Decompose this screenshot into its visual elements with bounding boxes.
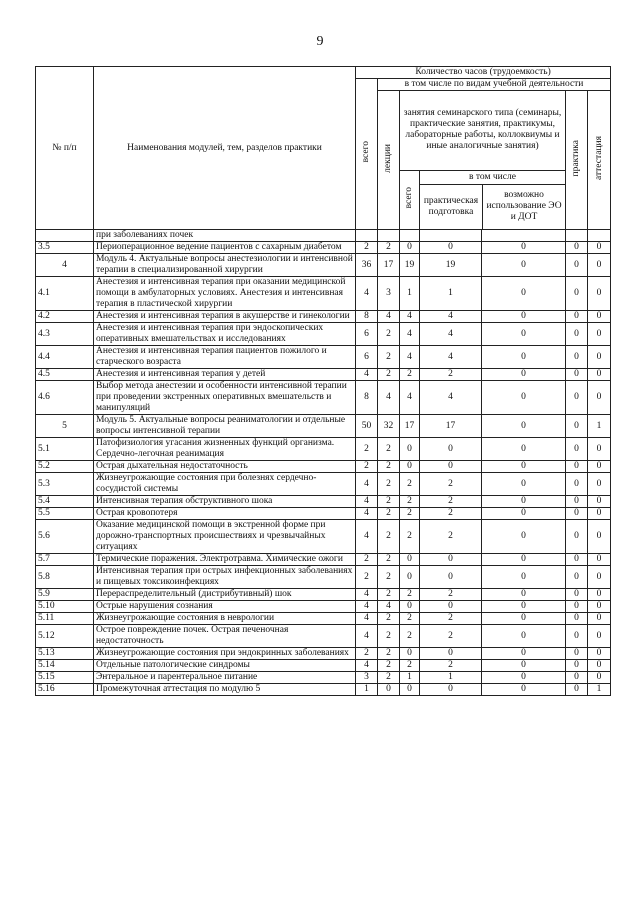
cell-num: 5.13 xyxy=(36,648,94,660)
cell-prac: 4 xyxy=(420,323,482,346)
table-row xyxy=(36,601,611,613)
cell-name: Энтеральное и парентеральное питание xyxy=(94,672,356,684)
cell-name: при заболеваниях почек xyxy=(94,230,356,242)
cell-name: Анестезия и интенсивная терапия у детей xyxy=(94,369,356,381)
cell-sem: 2 xyxy=(400,508,420,520)
cell-prac: 4 xyxy=(420,381,482,415)
cell-pr: 0 xyxy=(566,508,588,520)
cell-prac: 2 xyxy=(420,473,482,496)
cell-name: Анестезия и интенсивная терапия в акушерстве и гинекологии xyxy=(94,311,356,323)
cell-prac: 2 xyxy=(420,660,482,672)
cell-num: 3.5 xyxy=(36,242,94,254)
cell-prac: 0 xyxy=(420,566,482,589)
cell-total: 3 xyxy=(356,672,378,684)
cell-total: 4 xyxy=(356,369,378,381)
cell-eo: 0 xyxy=(482,311,566,323)
cell-num: 5.16 xyxy=(36,684,94,696)
table-row xyxy=(36,311,611,323)
cell-eo: 0 xyxy=(482,323,566,346)
cell-num: 5.7 xyxy=(36,554,94,566)
table-row xyxy=(36,254,611,277)
cell-prac: 0 xyxy=(420,648,482,660)
cell-pr: 0 xyxy=(566,613,588,625)
cell-pr: 0 xyxy=(566,672,588,684)
cell-sem: 2 xyxy=(400,496,420,508)
col-header-name: Наименования модулей, тем, разделов практики xyxy=(94,67,356,230)
cell-sem: 2 xyxy=(400,473,420,496)
cell-eo: 0 xyxy=(482,601,566,613)
cell-name: Интенсивная терапия обструктивного шока xyxy=(94,496,356,508)
cell-total: 2 xyxy=(356,566,378,589)
col-header-eo-dot: возможно использование ЭО и ДОТ xyxy=(486,190,562,223)
cell-lec: 2 xyxy=(378,660,400,672)
cell-name: Острая кровопотеря xyxy=(94,508,356,520)
cell-eo: 0 xyxy=(482,672,566,684)
table-row xyxy=(36,230,611,242)
cell-prac: 2 xyxy=(420,625,482,648)
cell-eo: 0 xyxy=(482,589,566,601)
cell-total: 4 xyxy=(356,496,378,508)
cell-total: 4 xyxy=(356,625,378,648)
cell-prac: 2 xyxy=(420,613,482,625)
cell-num: 5.9 xyxy=(36,589,94,601)
cell-eo: 0 xyxy=(482,242,566,254)
cell-eo: 0 xyxy=(482,346,566,369)
cell-num: 5.4 xyxy=(36,496,94,508)
cell-num xyxy=(36,230,94,242)
cell-pr: 0 xyxy=(566,311,588,323)
cell-eo: 0 xyxy=(482,277,566,311)
cell-att: 0 xyxy=(588,473,611,496)
cell-sem: 0 xyxy=(400,438,420,461)
cell-num: 5.11 xyxy=(36,613,94,625)
table-row xyxy=(36,566,611,589)
table-row xyxy=(36,438,611,461)
cell-total: 2 xyxy=(356,438,378,461)
cell-sem: 2 xyxy=(400,520,420,554)
cell-pr: 0 xyxy=(566,520,588,554)
table-row xyxy=(36,660,611,672)
cell-lec: 2 xyxy=(378,625,400,648)
cell-name: Анестезия и интенсивная терапия при оказании медицинской помощи в амбулаторных условиях. Анестезия и интенсивная терапия в пластической хирургии xyxy=(94,277,356,311)
cell-lec: 2 xyxy=(378,508,400,520)
cell-sem: 2 xyxy=(400,613,420,625)
cell-eo: 0 xyxy=(482,369,566,381)
cell-prac: 0 xyxy=(420,438,482,461)
table-row xyxy=(36,625,611,648)
cell-eo: 0 xyxy=(482,473,566,496)
col-header-seminars: занятия семинарского типа (семинары, практические занятия, практикумы, лабораторные работы, коллоквиумы и иные аналогичные занятия) xyxy=(400,91,566,171)
cell-name: Анестезия и интенсивная терапия пациентов пожилого и старческого возраста xyxy=(94,346,356,369)
table-row xyxy=(36,520,611,554)
cell-sem: 2 xyxy=(400,625,420,648)
cell-prac: 19 xyxy=(420,254,482,277)
cell-sem: 4 xyxy=(400,381,420,415)
cell-att: 0 xyxy=(588,613,611,625)
cell-num: 4.2 xyxy=(36,311,94,323)
cell-pr: 0 xyxy=(566,473,588,496)
cell-lec: 4 xyxy=(378,381,400,415)
table-row xyxy=(36,323,611,346)
cell-eo: 0 xyxy=(482,554,566,566)
cell-name: Патофизиология угасания жизненных функций организма. Сердечно-легочная реанимация xyxy=(94,438,356,461)
cell-total: 4 xyxy=(356,589,378,601)
cell-att: 0 xyxy=(588,277,611,311)
cell-sem: 2 xyxy=(400,660,420,672)
cell-lec: 2 xyxy=(378,473,400,496)
cell-num: 4.5 xyxy=(36,369,94,381)
cell-total: 1 xyxy=(356,684,378,696)
cell-pr: 0 xyxy=(566,277,588,311)
cell-eo: 0 xyxy=(482,415,566,438)
curriculum-table xyxy=(35,66,611,696)
cell-sem: 0 xyxy=(400,554,420,566)
cell-att: 0 xyxy=(588,625,611,648)
cell-prac: 0 xyxy=(420,242,482,254)
cell-att: 0 xyxy=(588,566,611,589)
cell-eo: 0 xyxy=(482,254,566,277)
cell-name: Термические поражения. Электротравма. Химические ожоги xyxy=(94,554,356,566)
cell-pr: 0 xyxy=(566,346,588,369)
cell-total: 8 xyxy=(356,381,378,415)
cell-prac: 2 xyxy=(420,496,482,508)
cell-sem: 2 xyxy=(400,589,420,601)
table-row xyxy=(36,496,611,508)
cell-lec xyxy=(378,230,400,242)
cell-total: 8 xyxy=(356,311,378,323)
cell-eo: 0 xyxy=(482,461,566,473)
cell-lec: 2 xyxy=(378,438,400,461)
cell-name: Анестезия и интенсивная терапия при эндоскопических оперативных вмешательствах и исследованиях xyxy=(94,323,356,346)
cell-num: 5.10 xyxy=(36,601,94,613)
col-header-practice: практика xyxy=(566,91,588,230)
cell-sem: 0 xyxy=(400,684,420,696)
table-body xyxy=(36,230,611,696)
cell-pr: 0 xyxy=(566,625,588,648)
cell-lec: 0 xyxy=(378,684,400,696)
cell-num: 5.2 xyxy=(36,461,94,473)
cell-num: 5.3 xyxy=(36,473,94,496)
cell-num: 5 xyxy=(36,415,94,438)
table-row xyxy=(36,613,611,625)
cell-pr: 0 xyxy=(566,554,588,566)
col-header-hours: Количество часов (трудоемкость) xyxy=(356,67,611,79)
cell-total: 36 xyxy=(356,254,378,277)
cell-att: 0 xyxy=(588,346,611,369)
cell-num: 4.4 xyxy=(36,346,94,369)
cell-sem: 17 xyxy=(400,415,420,438)
table-row xyxy=(36,369,611,381)
cell-att: 0 xyxy=(588,323,611,346)
cell-lec: 2 xyxy=(378,496,400,508)
cell-lec: 4 xyxy=(378,601,400,613)
cell-name: Модуль 5. Актуальные вопросы реаниматологии и отдельные вопросы интенсивной терапии xyxy=(94,415,356,438)
cell-eo: 0 xyxy=(482,660,566,672)
cell-sem: 0 xyxy=(400,242,420,254)
cell-att: 0 xyxy=(588,589,611,601)
table-row xyxy=(36,277,611,311)
cell-total: 50 xyxy=(356,415,378,438)
cell-lec: 2 xyxy=(378,589,400,601)
cell-lec: 4 xyxy=(378,311,400,323)
col-header-total: всего xyxy=(356,79,378,230)
cell-prac: 17 xyxy=(420,415,482,438)
cell-name: Промежуточная аттестация по модулю 5 xyxy=(94,684,356,696)
col-header-attestation: аттестация xyxy=(588,91,611,230)
cell-prac: 2 xyxy=(420,589,482,601)
cell-num: 5.14 xyxy=(36,660,94,672)
cell-lec: 3 xyxy=(378,277,400,311)
table-row xyxy=(36,473,611,496)
table-row xyxy=(36,415,611,438)
col-header-seminar-total: всего xyxy=(400,170,420,229)
col-header-practical-prep: практическая подготовка xyxy=(420,185,483,229)
cell-num: 5.8 xyxy=(36,566,94,589)
cell-total: 4 xyxy=(356,508,378,520)
cell-att: 0 xyxy=(588,438,611,461)
cell-num: 5.1 xyxy=(36,438,94,461)
cell-pr: 0 xyxy=(566,415,588,438)
cell-att: 0 xyxy=(588,648,611,660)
cell-att: 0 xyxy=(588,381,611,415)
cell-sem xyxy=(400,230,420,242)
cell-pr: 0 xyxy=(566,566,588,589)
cell-lec: 2 xyxy=(378,520,400,554)
cell-prac: 0 xyxy=(420,554,482,566)
cell-att: 0 xyxy=(588,254,611,277)
cell-pr: 0 xyxy=(566,684,588,696)
cell-prac: 2 xyxy=(420,369,482,381)
cell-att: 0 xyxy=(588,496,611,508)
cell-total xyxy=(356,230,378,242)
cell-prac: 2 xyxy=(420,508,482,520)
cell-att: 0 xyxy=(588,672,611,684)
cell-att: 1 xyxy=(588,415,611,438)
cell-sem: 0 xyxy=(400,461,420,473)
cell-total: 6 xyxy=(356,323,378,346)
cell-eo xyxy=(482,230,566,242)
cell-pr: 0 xyxy=(566,381,588,415)
cell-eo: 0 xyxy=(482,613,566,625)
cell-name: Острые нарушения сознания xyxy=(94,601,356,613)
cell-name: Выбор метода анестезии и особенности интенсивной терапии при проведении экстренных оперативных вмешательств и манипуляций xyxy=(94,381,356,415)
cell-lec: 2 xyxy=(378,346,400,369)
cell-prac: 1 xyxy=(420,672,482,684)
page-number: 9 xyxy=(316,34,324,49)
cell-lec: 2 xyxy=(378,672,400,684)
cell-lec: 32 xyxy=(378,415,400,438)
cell-num: 5.6 xyxy=(36,520,94,554)
cell-name: Жизнеугрожающие состояния в неврологии xyxy=(94,613,356,625)
cell-sem: 2 xyxy=(400,369,420,381)
cell-name: Острое повреждение почек. Острая печеночная недостаточность xyxy=(94,625,356,648)
cell-lec: 2 xyxy=(378,566,400,589)
cell-total: 2 xyxy=(356,242,378,254)
cell-sem: 0 xyxy=(400,648,420,660)
cell-sem: 1 xyxy=(400,672,420,684)
table-row xyxy=(36,648,611,660)
cell-lec: 17 xyxy=(378,254,400,277)
cell-lec: 2 xyxy=(378,554,400,566)
cell-pr: 0 xyxy=(566,601,588,613)
col-header-by-activity: в том числе по видам учебной деятельности xyxy=(378,79,611,91)
cell-total: 4 xyxy=(356,660,378,672)
cell-pr: 0 xyxy=(566,496,588,508)
incl-label: в том числе xyxy=(420,171,565,185)
cell-sem: 4 xyxy=(400,323,420,346)
cell-pr: 0 xyxy=(566,461,588,473)
cell-total: 2 xyxy=(356,554,378,566)
cell-prac: 2 xyxy=(420,520,482,554)
cell-lec: 2 xyxy=(378,242,400,254)
table-row xyxy=(36,381,611,415)
cell-eo: 0 xyxy=(482,508,566,520)
cell-pr xyxy=(566,230,588,242)
table-row xyxy=(36,684,611,696)
cell-prac: 4 xyxy=(420,346,482,369)
cell-pr: 0 xyxy=(566,648,588,660)
cell-num: 4.6 xyxy=(36,381,94,415)
cell-total: 4 xyxy=(356,601,378,613)
cell-prac: 4 xyxy=(420,311,482,323)
cell-att: 0 xyxy=(588,461,611,473)
table-row xyxy=(36,242,611,254)
cell-num: 4.1 xyxy=(36,277,94,311)
table-row xyxy=(36,672,611,684)
cell-total: 2 xyxy=(356,461,378,473)
cell-att: 0 xyxy=(588,601,611,613)
cell-att: 0 xyxy=(588,508,611,520)
cell-name: Острая дыхательная недостаточность xyxy=(94,461,356,473)
cell-num: 4 xyxy=(36,254,94,277)
cell-name: Жизнеугрожающие состояния при болезнях сердечно-сосудистой системы xyxy=(94,473,356,496)
table-row xyxy=(36,554,611,566)
cell-num: 4.3 xyxy=(36,323,94,346)
cell-pr: 0 xyxy=(566,254,588,277)
cell-att: 0 xyxy=(588,660,611,672)
cell-sem: 0 xyxy=(400,601,420,613)
cell-prac: 0 xyxy=(420,684,482,696)
cell-lec: 2 xyxy=(378,648,400,660)
cell-total: 4 xyxy=(356,277,378,311)
cell-total: 6 xyxy=(356,346,378,369)
col-header-num: № п/п xyxy=(36,67,94,230)
cell-eo: 0 xyxy=(482,438,566,461)
cell-pr: 0 xyxy=(566,242,588,254)
cell-att: 0 xyxy=(588,520,611,554)
cell-num: 5.15 xyxy=(36,672,94,684)
cell-lec: 2 xyxy=(378,461,400,473)
cell-total: 4 xyxy=(356,520,378,554)
cell-name: Оказание медицинской помощи в экстренной форме при дорожно-транспортных происшествиях и чрезвычайных ситуациях xyxy=(94,520,356,554)
cell-att xyxy=(588,230,611,242)
table-row xyxy=(36,589,611,601)
cell-sem: 0 xyxy=(400,566,420,589)
cell-eo: 0 xyxy=(482,684,566,696)
table-header xyxy=(36,67,611,230)
cell-name: Перераспределительный (дистрибутивный) шок xyxy=(94,589,356,601)
cell-att: 1 xyxy=(588,684,611,696)
cell-att: 0 xyxy=(588,311,611,323)
cell-att: 0 xyxy=(588,369,611,381)
cell-sem: 4 xyxy=(400,311,420,323)
cell-lec: 2 xyxy=(378,369,400,381)
table-row xyxy=(36,461,611,473)
cell-pr: 0 xyxy=(566,369,588,381)
cell-num: 5.5 xyxy=(36,508,94,520)
cell-att: 0 xyxy=(588,554,611,566)
cell-sem: 4 xyxy=(400,346,420,369)
cell-name: Модуль 4. Актуальные вопросы анестезиологии и интенсивной терапии в специализированной хирургии xyxy=(94,254,356,277)
cell-pr: 0 xyxy=(566,660,588,672)
cell-prac: 1 xyxy=(420,277,482,311)
cell-prac xyxy=(420,230,482,242)
col-header-incl xyxy=(420,170,566,229)
table-row xyxy=(36,508,611,520)
cell-pr: 0 xyxy=(566,438,588,461)
cell-att: 0 xyxy=(588,242,611,254)
cell-eo: 0 xyxy=(482,648,566,660)
cell-name: Интенсивная терапия при острых инфекционных заболеваниях и пищевых токсикоинфекциях xyxy=(94,566,356,589)
col-header-lectures: лекции xyxy=(378,91,400,230)
cell-eo: 0 xyxy=(482,566,566,589)
cell-sem: 1 xyxy=(400,277,420,311)
cell-pr: 0 xyxy=(566,323,588,346)
cell-num: 5.12 xyxy=(36,625,94,648)
cell-prac: 0 xyxy=(420,461,482,473)
cell-eo: 0 xyxy=(482,381,566,415)
cell-eo: 0 xyxy=(482,520,566,554)
cell-total: 4 xyxy=(356,613,378,625)
table-row xyxy=(36,346,611,369)
cell-name: Жизнеугрожающие состояния при эндокринных заболеваниях xyxy=(94,648,356,660)
cell-eo: 0 xyxy=(482,496,566,508)
cell-eo: 0 xyxy=(482,625,566,648)
cell-total: 2 xyxy=(356,648,378,660)
cell-lec: 2 xyxy=(378,613,400,625)
cell-prac: 0 xyxy=(420,601,482,613)
cell-lec: 2 xyxy=(378,323,400,346)
cell-name: Периоперационное ведение пациентов с сахарным диабетом xyxy=(94,242,356,254)
cell-pr: 0 xyxy=(566,589,588,601)
cell-sem: 19 xyxy=(400,254,420,277)
cell-name: Отдельные патологические синдромы xyxy=(94,660,356,672)
cell-total: 4 xyxy=(356,473,378,496)
